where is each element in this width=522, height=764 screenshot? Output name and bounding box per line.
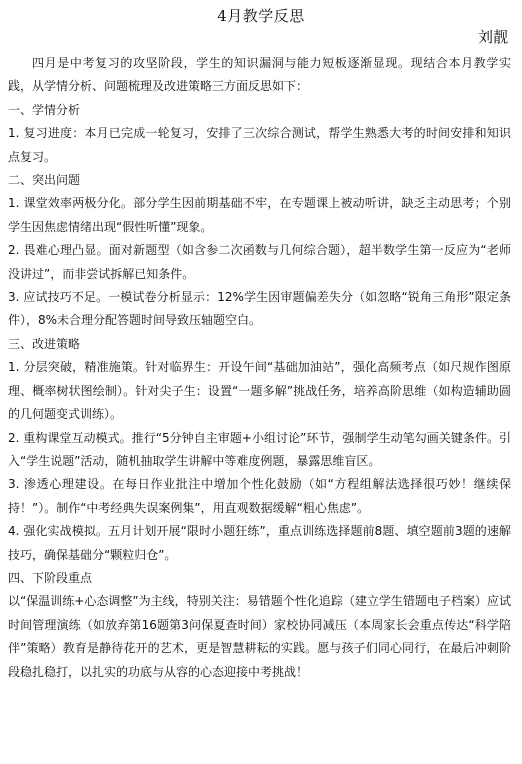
strategies-paragraph-3: 3. 渗透心理建设。在每日作业批注中增加个性化鼓励（如“方程组解法选择很巧妙！继续保持！”）。制作“中考经典失误案例集”，用直观数据缓解“粗心焦虑”。 — [8, 477, 511, 515]
section-heading-strategies: 三、改进策略 — [8, 336, 81, 351]
intro-paragraph: 四月是中考复习的攻坚阶段，学生的知识漏洞与能力短板逐渐显现。现结合本月教学实践，从学情分析、问题梳理及改进策略三方面反思如下： — [8, 56, 511, 94]
section-heading-problems: 二、突出问题 — [8, 173, 81, 188]
section-heading-situation: 一、学情分析 — [8, 102, 81, 117]
section-heading-next-focus: 四、下阶段重点 — [8, 570, 93, 585]
strategies-paragraph-1: 1. 分层突破，精准施策。针对临界生：开设午间“基础加油站”，强化高频考点（如尺规作图原理、概率树状图绘制）。针对尖子生：设置“一题多解”挑战任务，培养高阶思维（如构造辅助圆的几何题变式训练）。 — [8, 360, 511, 422]
document-author: 刘靓 — [477, 28, 508, 46]
next-focus-paragraph: 以“保温训练+心态调整”为主线，特别关注：易错题个性化追踪（建立学生错题电子档案）应试时间管理演练（如放弃第16题第3问保夏查时间）家校协同减压（本周家长会重点传达“科学陪伴”策略）教育是静待花开的艺术，更是智慧耕耘的实践。愿与孩子们同心同行，在最后冲刺阶段稳扎稳打，以扎实的功底与从容的心态迎接中考挑战！ — [8, 594, 511, 679]
problems-paragraph-3: 3. 应试技巧不足。一模试卷分析显示：12%学生因审题偏差失分（如忽略“锐角三角形”限定条件），8%未合理分配答题时间导致压轴题空白。 — [8, 290, 511, 328]
document-title: 4月教学反思 — [217, 7, 305, 25]
problems-paragraph-2: 2. 畏难心理凸显。面对新题型（如含参二次函数与几何综合题），超半数学生第一反应为“老师没讲过”，而非尝试拆解已知条件。 — [8, 243, 511, 281]
document-body — [8, 52, 511, 684]
strategies-paragraph-4: 4. 强化实战模拟。五月计划开展“限时小题狂练”，重点训练选择题前8题、填空题前3题的速解技巧，确保基础分“颗粒归仓”。 — [8, 524, 511, 562]
problems-paragraph-1: 1. 课堂效率两极分化。部分学生因前期基础不牢，在专题课上被动听讲，缺乏主动思考；个别学生因焦虑情绪出现“假性听懂”现象。 — [8, 196, 511, 234]
situation-paragraph-1: 1. 复习进度：本月已完成一轮复习，安排了三次综合测试，帮学生熟悉大考的时间安排和知识点复习。 — [8, 126, 511, 164]
strategies-paragraph-2: 2. 重构课堂互动模式。推行“5分钟自主审题+小组讨论”环节，强制学生动笔勾画关键条件。引入“学生说题”活动，随机抽取学生讲解中等难度例题，暴露思维盲区。 — [8, 430, 511, 468]
